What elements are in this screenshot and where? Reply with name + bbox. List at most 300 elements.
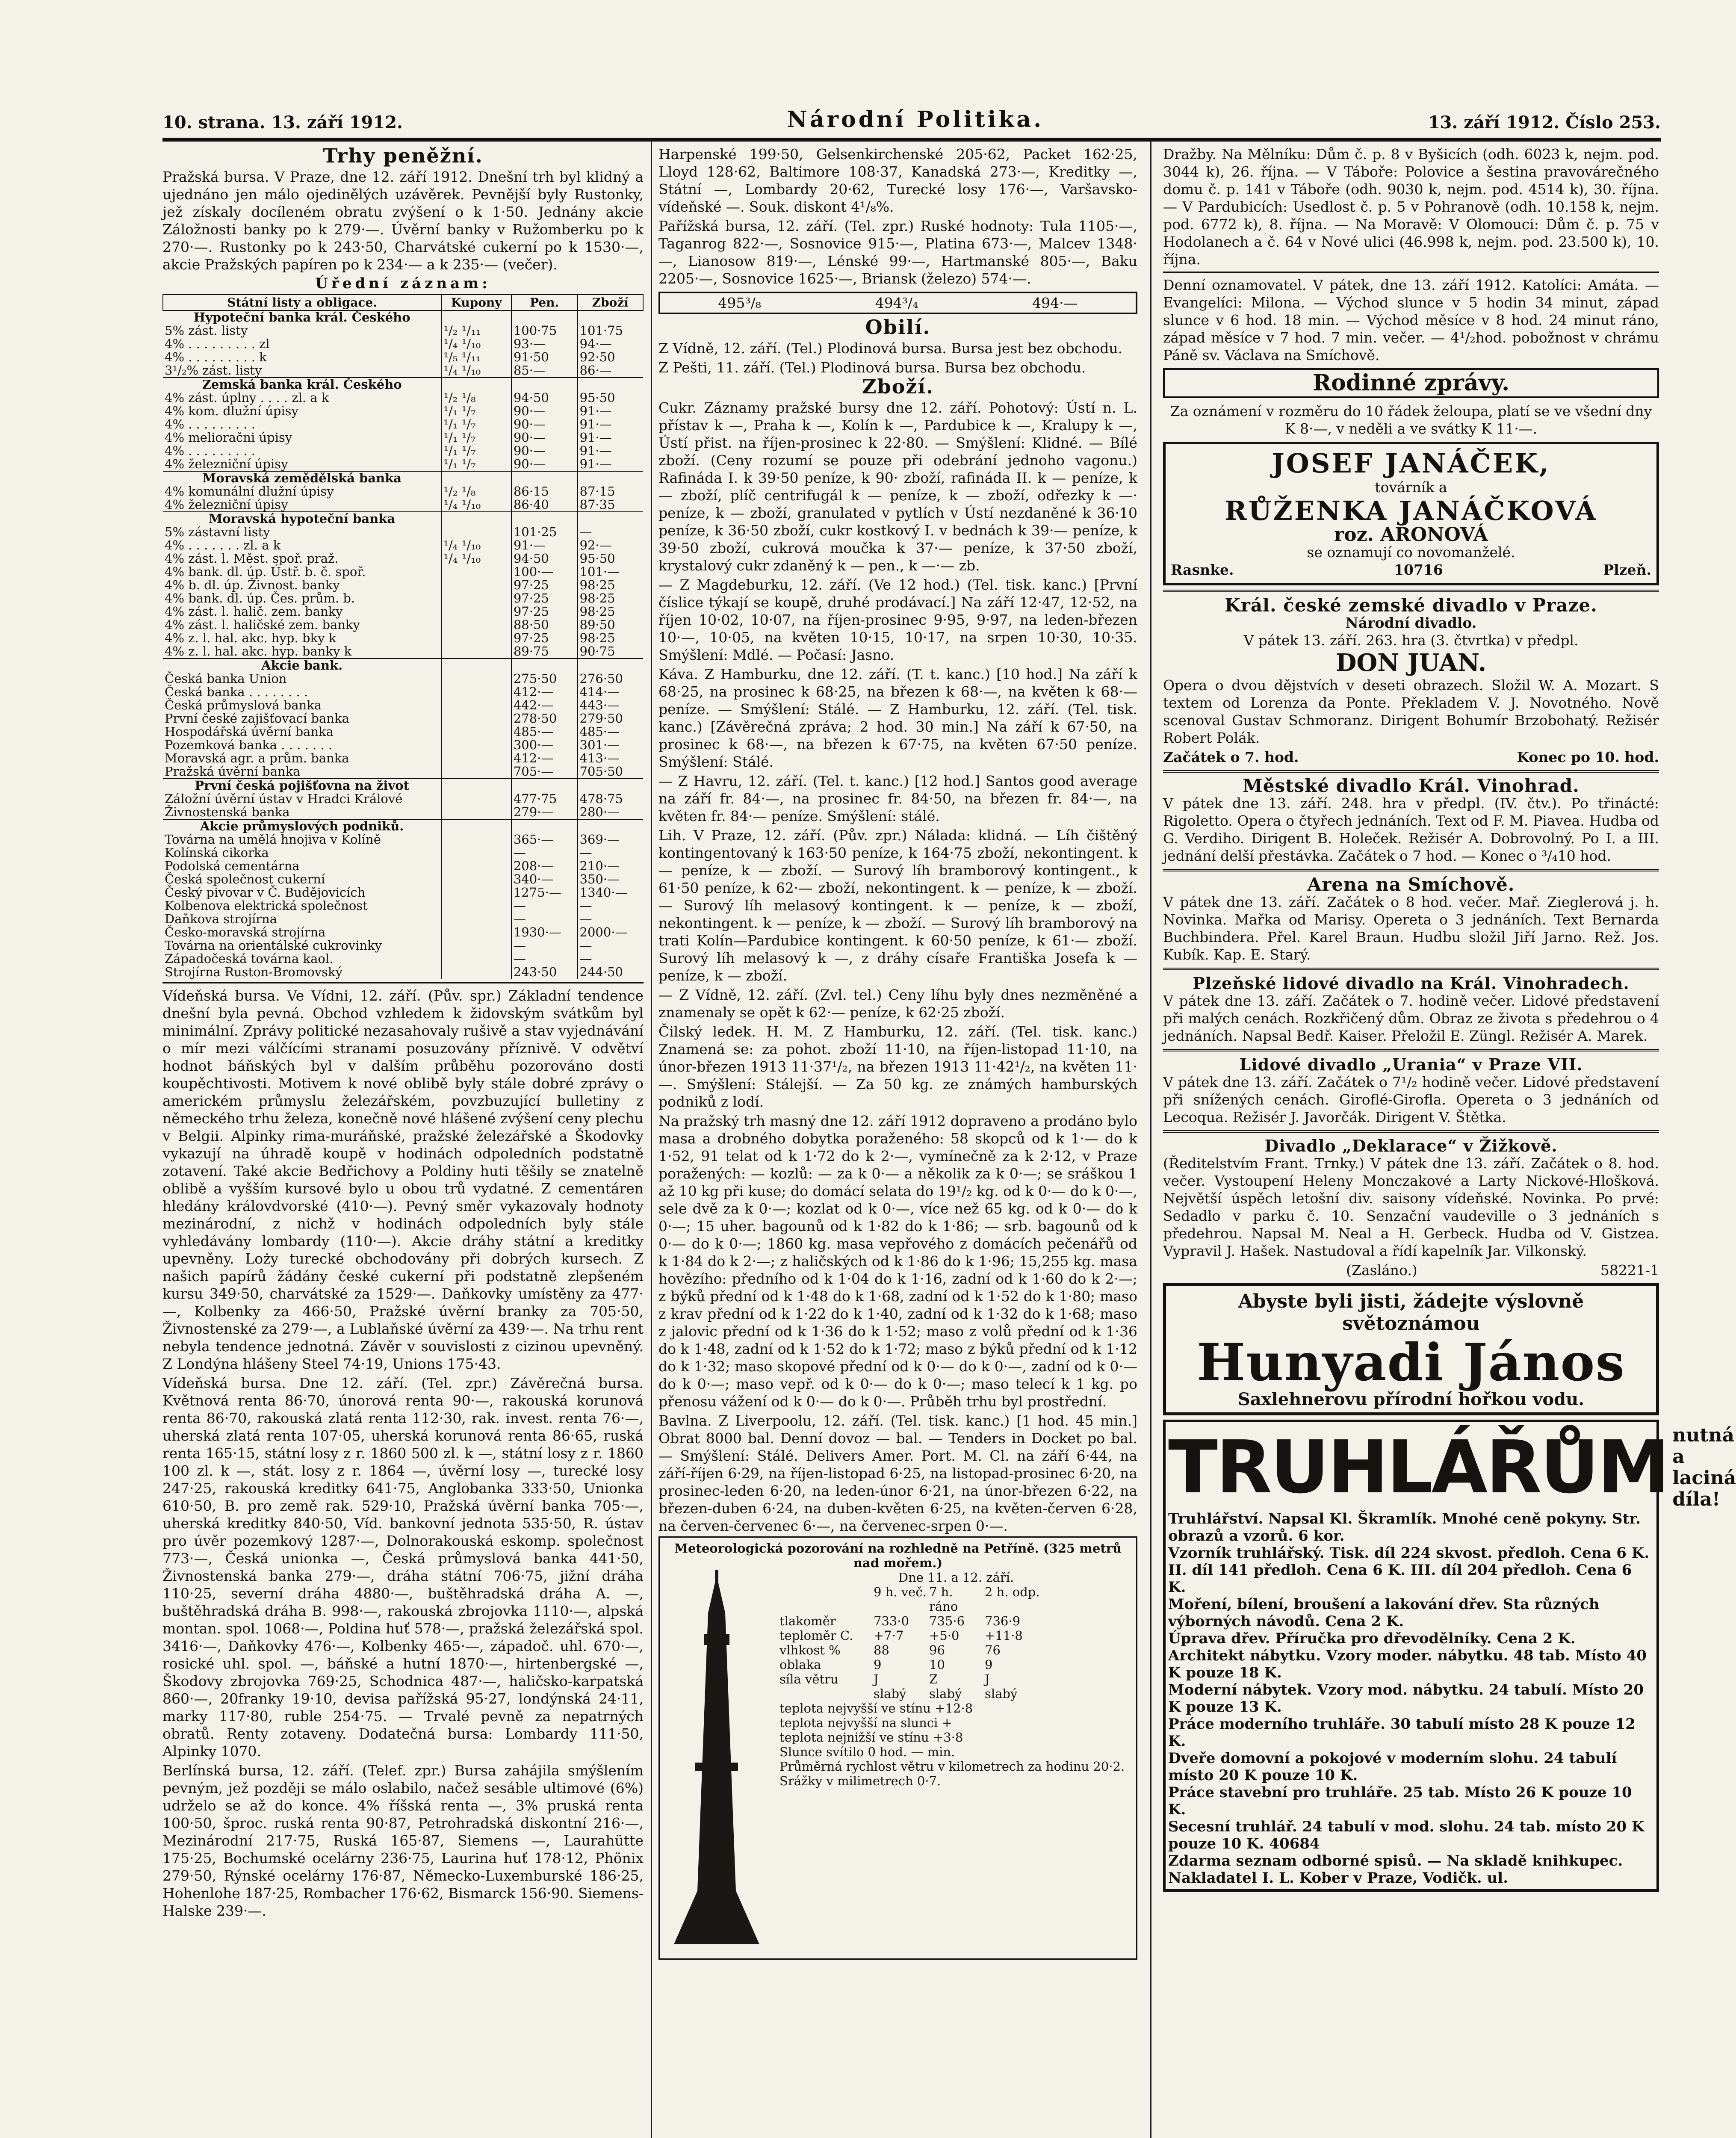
rate-coupons	[441, 725, 511, 738]
rate-name: 4% bank. dl. úp. Čes. prům. b.	[165, 591, 355, 605]
column-2	[658, 145, 1137, 2138]
weather-value: +5·0	[929, 1628, 960, 1643]
rate-name: Záložní úvěrní ústav v Hradci Králové	[165, 791, 403, 806]
bride-name: RŮŽENKA JANÁČKOVÁ	[1225, 495, 1597, 526]
weather-value: +11·8	[985, 1628, 1023, 1643]
book-offer-line: Práce stavební pro truhláře. 25 tab. Místo 26 K pouze 10 K.	[1168, 1784, 1632, 1818]
rate-coupons: ¹/₁ ¹/₇	[441, 431, 511, 444]
rate-coupons	[441, 926, 511, 939]
rate-money: —	[511, 952, 578, 966]
rate-money	[511, 310, 578, 324]
rate-money: —	[511, 912, 578, 926]
national-theatre-date: V pátek 13. září. 263. hra (3. čtvrtka) v předpl.	[1243, 632, 1579, 649]
rate-coupons	[441, 526, 511, 539]
rate-coupons: ¹/₄ ¹/₁₀	[441, 498, 511, 512]
rate-coupons	[441, 565, 511, 579]
rate-coupons	[441, 712, 511, 725]
rate-goods: 478·75	[578, 792, 643, 806]
rate-row	[163, 779, 643, 792]
rate-coupons	[441, 685, 511, 699]
rate-name: Strojírna Ruston-Bromovský	[165, 965, 342, 979]
rate-row	[163, 792, 643, 806]
weather-value: 10	[929, 1657, 945, 1672]
weather-row	[779, 1657, 1133, 1672]
header-right: 13. září 1912. Číslo 253.	[1428, 112, 1661, 133]
rate-money: 365·—	[511, 833, 578, 846]
rate-goods: 101·75	[578, 324, 643, 337]
rate-coupons: ¹/₄ ¹/₁₀	[441, 539, 511, 552]
rate-row	[163, 618, 643, 632]
grain-heading: Obilí.	[865, 316, 931, 339]
rates-col-coupons: Kupony	[441, 295, 511, 310]
carpenters-ad	[1163, 1420, 1736, 1892]
weather-note: Srážky v milimetrech 0·7.	[779, 1774, 941, 1788]
rate-name: Moravská zemědělská banka	[163, 471, 441, 485]
divider	[1163, 1049, 1659, 1051]
auctions-notice: Dražby. Na Mělníku: Dům č. p. 8 v Byšicích (odh. 6023 k, nejm. pod. 3044 k), 26. října. — V Táboře: Polovice a šestina pravovárečného domu č. p. 141 v Táboře (odh. 9030 k, nejm. pod. 4514 k), 30. října. — V Pardubicích: Usedlost č. p. 5 v Pohranově (odh. 10.158 k, nejm. pod. 6772 k), 8. října. — Na Moravě: V Olomouci: Dům č. p. 75 v Hodolanech a č. 64 v Nové ulici (46.998 k, nejm. pod. 23.500 k), 10. října.	[1163, 146, 1659, 268]
weather-value: 76	[985, 1643, 1001, 1657]
rate-coupons	[441, 912, 511, 926]
rate-goods: 485·—	[578, 725, 643, 738]
official-record-heading: Úřední záznam:	[315, 275, 491, 292]
rate-coupons: ¹/₂ ¹/₁₁	[441, 324, 511, 337]
rate-coupons	[441, 752, 511, 765]
rate-money: 100·75	[511, 324, 578, 337]
weather-label	[779, 1686, 874, 1701]
rate-money: —	[511, 899, 578, 912]
rate-row	[163, 632, 643, 645]
quote-value: 494³/₄	[875, 295, 918, 311]
rate-row	[163, 405, 643, 418]
weather-date: Dne 11. a 12. září.	[898, 1570, 1014, 1585]
rate-goods: 95·50	[578, 391, 643, 405]
weather-value: slabý	[929, 1686, 962, 1701]
rate-goods: —	[578, 846, 643, 859]
rate-name: Hospodářská úvěrní banka	[165, 724, 334, 739]
rate-money: 1930·—	[511, 926, 578, 939]
rate-goods	[578, 659, 643, 672]
rate-money: 97·25	[511, 632, 578, 645]
family-news-rates: Za oznámení v rozměru do 10 řádek želoupa, platí se ve všední dny K 8·—, v neděli a ve svátky K 11·—.	[1170, 403, 1652, 437]
weather-header-row	[779, 1585, 1133, 1614]
carpenters-headline: TRUHLÁŘŮM	[1168, 1425, 1668, 1510]
vienna-closing-report: Vídeňská bursa. Dne 12. září. (Tel. zpr.) Závěrečná bursa. Květnová renta 86·70, únorová renta 90·—, rakouská korunová renta 86·70, rakouská zlatá renta 112·30, rak. invest. renta 76·—, uherská zlatá renta 107·05, uherská korunová renta 86·65, ruská renta 165·15, státní losy z r. 1860 500 zl. k —, státní losy z r. 1860 100 zl. k —, stát. losy z r. 1864 —, úvěrní losy —, turecké losy 247·25, rakouská kreditky 641·75, Anglobanka 333·50, Unionka 610·50, B. pro země rak. 529·10, Pražská úvěrní banka 705·—, uherská kreditky 840·50, Víd. bankovní jednota 535·50, R. ústav pro úvěr pozemkový 1287·—, Dolnorakouská eskomp. společnost 773·—, Česká unionka —, Česká průmyslová banka 441·50, Živnostenská banka 279·—, dráha státní 706·75, jižní dráha 110·25, severní dráha 4880·—, buštěhradská dráha A. —, buštěhradská dráha B. 998·—, rakouská zbrojovka 1110·—, alpská montan. spol. 1068·—, Poldina huť 578·—, pražská železářská spol. 3416·—, Daňkovky 476·—, Kolbenky 465·—, západoč. uhl. 670·—, rosické uhl. spol. —, báňské a hutní 1870·—, hirtenbergské —, Škodovy zbrojovka 769·25, Schodnica 487·—, haličsko-karpatská 860·—, 20franky 19·10, devisa pařížská 95·27, londýnská 24·11, marky 117·80, ruble 254·75. — Trvalé pevně za nepatrných obratů. Renty zotaveny. Dodatečná bursa: Lombardy 111·50, Alpinky 1070.	[162, 1375, 644, 1760]
rate-goods: —	[578, 912, 643, 926]
rate-coupons	[441, 966, 511, 979]
rate-row	[163, 498, 643, 512]
rate-money: —	[511, 939, 578, 952]
rate-row	[163, 833, 643, 846]
rate-goods: 89·50	[578, 618, 643, 632]
rate-row	[163, 765, 643, 779]
rate-money: 94·50	[511, 391, 578, 405]
announcement-footer	[1171, 561, 1651, 579]
rate-name: První česká pojišťovna na život	[163, 779, 441, 792]
weather-label: teploměr C.	[779, 1628, 853, 1643]
ad-number: 10716	[1394, 561, 1443, 578]
rate-name: Zemská banka král. Českého	[163, 378, 441, 391]
vienna-bourse-report: Vídeňská bursa. Ve Vídni, 12. září. (Pův. spr.) Základní tendence dnešní byla pevná. Obchod vzhledem k židovským svátkům byl minimální. Zprávy politické nezasahovaly rušivě a stav vyjednávání o mír mezi válčícími stranami posuzovány příznivě. V odvětví hodnot báňských byl v dalším průběhu pozorováno dosti koupěchtivosti. Motivem k nové oblibě byly stále dobré zprávy o americkém průmyslu železářském, povzbuzující bulletiny z německého trhu železa, konečně nové hlášené zvýšení ceny plechu v Belgii. Alpinky rima-muráňské, pražské železářské a Škodovky vykazují na úhradě koupě v hodinách odpoledních podstatně zotavení. Také akcie Bedřichovy a Poldiny huti těšily se znatelně oblibě a vyšším kursové bylo u obou trů vydatné. Z cementáren hledány královdvorské (410·—). Pevný směr vykazovaly hodnoty mezinárodní, z nichž v hodinách odpoledních byly stále vyhledávány lombardy (110·—). Akcie dráhy státní a kreditky upevněny. Loży turecké obchodovány při dobrých kursech. Z našich papírů žádány české cukerní při podstatně zlepšeném kursu 349·50, charvátské za 1529·—. Daňkovky umístěny za 477·—, Kolbenky za 466·50, Pražské úvěrní branky za 705·50, Živnostenské za 279·—, a Lublaňské úvěrní za 439·—. Na trhu rent nebyla tendence jednotná. Závěr v souvislosti z cizinou upevněný. Z Londýna hlášeny Steel 74·19, Unions 175·43.	[162, 987, 644, 1372]
hunyadi-ad	[1163, 1283, 1659, 1415]
smichov-arena-title: Arena na Smíchově.	[1307, 874, 1515, 895]
rate-row	[163, 672, 643, 685]
book-offer-line: Práce moderního truhláře. 30 tabulí místo 28 K pouze 12 K.	[1168, 1716, 1636, 1750]
rate-name: 4% zást. úplny . . . . zl. a k	[165, 390, 329, 405]
rate-coupons	[441, 618, 511, 632]
rate-money: 340·—	[511, 873, 578, 886]
rate-goods: 301·—	[578, 738, 643, 752]
rate-money: 705·—	[511, 765, 578, 779]
spirits-report: Lih. V Praze, 12. září. (Pův. zpr.) Nálada: klidná. — Líh čištěný kontingentovaný k 163·50 peníze, k 164·75 zboží, nekontingent. k — peníze, k — zboží. — Surový líh bramborový kontingent., k 61·50 peníze, k 62·— zboží, nekontingent. k — peníze, k — zboží. — Surový líh melasový kontingent. k — peníze, k — zboží, nekontingent. k — peníze, k — zboží. — Surový líh bramborový na trati Kolín—Pardubice kontingent. k 60·50 peníze, k 61·— zboží. Surový líh melasový k —, z dráhy císaře Františka Josefa k — peníze, k — zboží.	[658, 827, 1137, 984]
spirits-vienna: — Z Vídně, 12. září. (Zvl. tel.) Ceny líhu byly dnes nezměněné a znamenaly se opět k 62·— peníze, k 62·25 zboží.	[658, 986, 1137, 1021]
book-offer-line: Moderní nábytek. Vzory mod. nábytku. 24 tabulí. Místo 20 K pouze 13 K.	[1168, 1681, 1644, 1716]
weather-value: J	[985, 1672, 990, 1686]
rate-goods: 91·—	[578, 405, 643, 418]
rate-goods	[578, 471, 643, 485]
divider	[1163, 590, 1659, 592]
grain-pest: Z Pešti, 11. září. (Tel.) Plodinová bursa. Bursa bez obchodu.	[658, 359, 1086, 376]
magdeburg-report: — Z Magdeburku, 12. září. (Ve 12 hod.) (Tel. tisk. kanc.) [První číslice týkají se koupě, druhé prodávací.] Na září 12·47, 12·52, na říjen 10·02, 10·07, na říjen-prosinec 9·95, 9·97, na leden-březen 10·—, 10·05, na květen 10·15, 10·17, na srpen 10·30, 10·35. Smýšlení: Mdlé. — Počasí: Jasno.	[658, 576, 1137, 663]
rate-name: 4% z. l. hal. akc. hyp. banky k	[165, 644, 352, 659]
rate-coupons: ¹/₅ ¹/₁₁	[441, 351, 511, 364]
rate-goods: 210·—	[578, 859, 643, 873]
rate-coupons: ¹/₂ ¹/₈	[441, 391, 511, 405]
announcement-line: se oznamují co novomanželé.	[1307, 544, 1515, 561]
rate-name: 5% zást. listy	[165, 323, 248, 338]
rate-row	[163, 351, 643, 364]
vinohrady-theatre-title: Městské divadlo Král. Vinohrad.	[1243, 775, 1580, 796]
rate-row	[163, 966, 643, 979]
rate-name: Česká společnost cukerní	[165, 872, 325, 886]
rate-money: 278·50	[511, 712, 578, 725]
rate-goods: 92·50	[578, 351, 643, 364]
rate-money: 243·50	[511, 966, 578, 979]
rate-goods: 279·50	[578, 712, 643, 725]
rate-goods	[578, 779, 643, 792]
weather-row	[779, 1643, 1133, 1657]
rate-goods: 280·—	[578, 806, 643, 819]
weather-label: tlakoměr	[779, 1614, 836, 1628]
divider	[1163, 869, 1659, 871]
berlin-continued: Harpenské 199·50, Gelsenkirchenské 205·62, Packet 162·25, Lloyd 128·62, Baltimore 108·37, Kanadská 273·—, Kreditky —, Státní —, Lombardy 20·62, Turecké losy 176·—, Varšavsko-vídeňské —. Souk. diskont 4¹/₈%.	[658, 146, 1137, 215]
rate-goods: —	[578, 939, 643, 952]
zaslano-line	[1163, 1261, 1659, 1279]
rate-name: 4% zást. l. haličské zem. banky	[165, 617, 360, 632]
rate-goods: 90·75	[578, 645, 643, 659]
weather-col: 9 h. več.	[874, 1585, 927, 1599]
place-right: Plzeň.	[1603, 561, 1651, 578]
rate-name: Západočeská továrna kaol.	[165, 951, 334, 966]
rates-col-money: Pen.	[511, 295, 578, 310]
rate-money	[511, 659, 578, 672]
rate-coupons	[441, 779, 511, 792]
rate-goods: 98·25	[578, 579, 643, 592]
rate-money	[511, 378, 578, 391]
rate-row	[163, 926, 643, 939]
rate-coupons	[441, 833, 511, 846]
rate-money: 442·—	[511, 699, 578, 712]
rate-money: 1275·—	[511, 886, 578, 899]
weather-value: 736·9	[985, 1614, 1021, 1628]
weather-row	[779, 1686, 1133, 1701]
header-rule	[162, 138, 1661, 142]
weather-value: 735·6	[929, 1614, 965, 1628]
smichov-arena-text: V pátek dne 13. září. Začátek o 8 hod. večer. Mař. Zieglerová j. h. Novinka. Mařka od Marisy. Opereta o 3 jednáních. Text Bernarda Buchbindera. Přel. Karel Braun. Hudbu složil Jiří Jarno. Rež. Jos. Kubík. Kap. E. Starý.	[1163, 894, 1659, 963]
column-3	[1163, 145, 1736, 2138]
rate-money: 90·—	[511, 444, 578, 458]
rate-coupons	[441, 659, 511, 672]
rate-coupons	[441, 699, 511, 712]
rate-coupons	[441, 592, 511, 605]
book-offer-line: Zdarma seznam odborné spisů. — Na skladě knihkupec.	[1168, 1852, 1623, 1869]
rate-coupons	[441, 378, 511, 391]
weather-note: Slunce svítilo 0 hod. — min.	[779, 1745, 955, 1759]
rate-coupons	[441, 792, 511, 806]
urania-theatre-title: Lidové divadlo „Urania“ v Praze VII.	[1239, 1055, 1583, 1074]
rate-name: Živnostenská banka	[165, 805, 290, 819]
rate-name: Akcie průmyslových podniků.	[163, 819, 441, 833]
rate-coupons: ¹/₄ ¹/₁₀	[441, 337, 511, 351]
rate-coupons	[441, 471, 511, 485]
weather-box	[658, 1536, 1137, 1960]
rate-goods	[578, 819, 643, 833]
start-time: Začátek o 7. hod.	[1163, 749, 1299, 765]
rate-row	[163, 659, 643, 672]
prague-bourse-report: Pražská bursa. V Praze, dne 12. září 1912. Dnešní trh byl klidný a ujednáno jen málo ojedinělých uzávěrek. Pevnější byly Rustonky, jež získaly docíleném obratu zvýšení o k 1·50. Jednány akcie Záložnosti banky po k 279·—. Úvěrní banky v Ružomberku po k 270·—. Rustonky po k 243·50, Charvátské cukerní po k 1530·—, akcie Pražských papíren po k 234·— a k 235·— (večer).	[162, 168, 644, 273]
rate-name: Česká průmyslová banka	[165, 698, 322, 712]
rate-name: 4% železniční úpisy	[165, 497, 288, 512]
weather-extra	[779, 1701, 1133, 1788]
rate-name: 4% železniční úpisy	[165, 457, 288, 471]
weather-value: 96	[929, 1643, 945, 1657]
weather-value: slabý	[985, 1686, 1018, 1701]
rate-name: 4% komunální dlužní úpisy	[165, 484, 334, 499]
cotton-report: Bavlna. Z Liverpoolu, 12. září. (Tel. tisk. kanc.) [1 hod. 45 min.] Obrat 8000 bal. Denní dovoz — bal. — Tenders in Docket po bal. — Smýšlení: Stálé. Delivers Amer. Port. M. Cl. na září 6·44, na září-říjen 6·29, na říjen-listopad 6·25, na listopad-prosinec 6·20, na prosinec-leden 6·20, na leden-únor 6·21, na únor-březen 6·22, na březen-duben 6·24, na duben-květen 6·25, na květen-červen 6·28, na červen-červenec 6·—, na červenec-srpen 0·—.	[658, 1412, 1137, 1534]
rate-money: 97·25	[511, 592, 578, 605]
petrin-tower-image	[663, 1570, 770, 1955]
rate-name: 4% . . . . . . . . .	[165, 443, 255, 458]
rate-goods	[578, 310, 643, 324]
weather-value: 88	[874, 1643, 889, 1657]
rate-row	[163, 418, 643, 431]
rate-money: 90·—	[511, 431, 578, 444]
rate-coupons: ¹/₁ ¹/₇	[441, 458, 511, 471]
column-1	[162, 145, 644, 2138]
rate-money: 477·75	[511, 792, 578, 806]
rate-name: 3¹/₂% zást. listy	[165, 363, 262, 378]
rate-name: 4% . . . . . . . . .	[165, 417, 255, 431]
rate-name: 4% z. l. hal. akc. hyp. bky k	[165, 631, 337, 645]
rate-row	[163, 859, 643, 873]
rate-name: Akcie bank.	[163, 659, 441, 672]
vinohrady-theatre-text: V pátek dne 13. září. 248. hra v předpl. (IV. čtv.). Po třinácté: Rigoletto. Opera o čtyřech jednáních. Text od F. M. Piavea. Hudba od G. Verdiho. Dirigent B. Holeček. Režisér A. Dobrovolný. Po I. a III. jednání delší přestávka. Začátek o 7 hod. — Konec o ³/₄10 hod.	[1163, 795, 1659, 864]
rates-table-header	[163, 295, 643, 310]
rate-goods: 1340·—	[578, 886, 643, 899]
rate-coupons: ¹/₂ ¹/₈	[441, 485, 511, 498]
rate-money: 279·—	[511, 806, 578, 819]
weather-note: Průměrná rychlost větru v kilometrech za hodinu 20·2.	[779, 1759, 1125, 1774]
rate-money: 94·50	[511, 552, 578, 565]
rate-name: 5% zástavní listy	[165, 525, 270, 539]
rate-money: 97·25	[511, 605, 578, 618]
rate-name: Česká banka . . . . . . . .	[165, 685, 308, 699]
rates-table-body	[163, 310, 643, 979]
rate-goods: 91·—	[578, 418, 643, 431]
rates-col-goods: Zboží	[578, 295, 643, 310]
rate-goods: 98·25	[578, 632, 643, 645]
rate-coupons	[441, 873, 511, 886]
national-theatre-times	[1163, 748, 1659, 766]
hunyadi-bottom: Saxlehnerovu přírodní hořkou vodu.	[1237, 1389, 1585, 1409]
rate-goods: 705·50	[578, 765, 643, 779]
rate-money: 91·50	[511, 351, 578, 364]
rate-goods: 91·—	[578, 444, 643, 458]
book-offer-line: Secesní truhlář. 24 tabulí v mod. slohu. 24 tab. místo 20 K pouze 10 K. 40684	[1168, 1818, 1644, 1852]
rate-name: 4% bank. dl. úp. Ústř. b. č. spoř.	[165, 564, 366, 579]
groom-title: továrník a	[1375, 479, 1447, 496]
rate-row	[163, 539, 643, 552]
rate-coupons	[441, 645, 511, 659]
rate-money: 275·50	[511, 672, 578, 685]
national-theatre-title: Král. české zemské divadlo v Praze.	[1225, 595, 1597, 616]
divider	[1163, 770, 1659, 773]
rate-money: 93·—	[511, 337, 578, 351]
rate-goods: 92·—	[578, 539, 643, 552]
rate-goods: 244·50	[578, 966, 643, 979]
rate-goods: 413·—	[578, 752, 643, 765]
column-divider	[651, 141, 652, 2138]
rate-coupons: ¹/₄ ¹/₁₀	[441, 552, 511, 565]
weather-row	[779, 1672, 1133, 1686]
rate-goods: 95·50	[578, 552, 643, 565]
end-time: Konec po 10. hod.	[1517, 749, 1659, 765]
rate-coupons	[441, 819, 511, 833]
rate-name: Pražská úvěrní banka	[165, 764, 301, 779]
book-offer-line: Vzorník truhlářský. Tisk. díl 224 skvost. předloh. Cena 6 K. II. díl 141 předloh. Cena 6 K. III. díl 204 předloh. Cena 6 K.	[1168, 1544, 1650, 1596]
coffee-report: Káva. Z Hamburku, dne 12. září. (T. t. kanc.) [10 hod.] Na září k 68·25, na prosinec k 68·25, na březen k 68·—, na květen k 68·— peníze. — Smýšlení: Stálé. — Z Hamburku, 12. září. (Tel. tisk. kanc.) [Závěrečná zpráva; 2 hod. 30 min.] Na září k 67·50, na prosinec k 68·—, na březen k 67·75, na květen 67·50 peníze. Smýšlení: Stálé.	[658, 666, 1137, 770]
weather-value: J	[874, 1672, 879, 1686]
rate-coupons	[441, 672, 511, 685]
rate-money: 412·—	[511, 752, 578, 765]
rate-money: 90·—	[511, 418, 578, 431]
daily-announcer: Denní oznamovatel. V pátek, dne 13. září 1912. Katolíci: Amáta. — Evangelíci: Milona. — Východ slunce v 5 hodin 34 minut, západ slunce v 6 hod. 18 min. — Východ měsíce v 8 hod. 24 minut ráno, západ měsíce v 7 hod. 7 min. večer. — 4¹/₂hod. pobožnost v chrámu Páně sv. Václava na Smíchově.	[1163, 277, 1659, 363]
rate-row	[163, 471, 643, 485]
rate-row	[163, 378, 643, 391]
column-divider	[1150, 141, 1151, 2138]
quote-box	[658, 292, 1137, 314]
rate-goods: 98·25	[578, 592, 643, 605]
rate-row	[163, 526, 643, 539]
masthead: Národní Politika.	[787, 106, 1044, 133]
rate-row	[163, 485, 643, 498]
rate-coupons	[441, 899, 511, 912]
rate-money: 485·—	[511, 725, 578, 738]
rate-name: 4% . . . . . . . . . zl	[165, 337, 270, 351]
nitrate-report: Čilský ledek. H. M. Z Hamburku, 12. září. (Tel. tisk. kanc.) Znamená se: za pohot. zboží 11·10, na říjen-listopad 11·10, na únor-březen 1913 11·37¹/₂, na březen 1913 11·42¹/₂, na květen 11·—. Smýšlení: Stálejší. — Za 50 kg. ze známých hamburských podniků z lodí.	[658, 1023, 1137, 1110]
rate-name: 4% melioračni úpisy	[165, 430, 292, 445]
rate-goods: 98·25	[578, 605, 643, 618]
rate-row	[163, 565, 643, 579]
weather-col: 2 h. odp.	[985, 1585, 1040, 1599]
rate-name: 4% b. dl. úp. Živnost. banky	[165, 578, 340, 592]
book-offer-line: Truhlářství. Napsal Kl. Škramlík. Mnohé ceně pokyny. Str. obrazů a vzorů. 6 kor.	[1168, 1510, 1641, 1544]
rate-row	[163, 952, 643, 966]
rate-goods: 91·—	[578, 458, 643, 471]
rate-money: 101·25	[511, 526, 578, 539]
deklarace-theatre-text: (Ředitelstvím Frant. Trnky.) V pátek dne 13. září. Začátek o 8. hod. večer. Vystoupení Heleny Monczakové a Larty Nickové-Hlošková. Největší úspěch letošní div. saisony vídeňské. Novinka. Po prvé: Sedadlo v parku č. 10. Senzační vaudeville o 3 jednáních s předehrou. Napsal M. Neal a H. Gerbeck. Hudba od V. Gistzea. Vypravil J. Hašek. Nastudoval a řídí kapelník Jar. Vilkonský.	[1163, 1155, 1659, 1259]
rate-coupons	[441, 846, 511, 859]
rate-row	[163, 912, 643, 926]
hunyadi-top: Abyste byli jisti, žádejte výslovně světoznámou	[1238, 1290, 1584, 1335]
carpenters-book-list	[1168, 1510, 1654, 1887]
rate-name: 4% . . . . . . . zl. a k	[165, 538, 281, 552]
rate-coupons: ¹/₁ ¹/₇	[441, 444, 511, 458]
rate-name: Moravská agr. a prům. banka	[165, 751, 349, 765]
rate-goods: 276·50	[578, 672, 643, 685]
rate-name: Český pivovar v Č. Budějovicích	[165, 885, 366, 900]
page-header	[162, 107, 1661, 133]
rate-row	[163, 592, 643, 605]
weather-col: 7 h. ráno	[929, 1585, 958, 1614]
rate-coupons: ¹/₁ ¹/₇	[441, 405, 511, 418]
rate-money: 90·—	[511, 458, 578, 471]
plzen-theatre-text: V pátek dne 13. září. Začátek o 7. hodině večer. Lidové představení při malých cenách. Rozkřičený dům. Obraz ze života s předehrou o 4 jednáních. Napsal Bedř. Kaiser. Přeložil E. Züngl. Režisér A. Marek.	[1163, 992, 1659, 1044]
rate-row	[163, 752, 643, 765]
weather-row	[779, 1614, 1133, 1628]
rate-name: 4% kom. dlužní úpisy	[165, 404, 298, 418]
rate-goods: 86·—	[578, 364, 643, 378]
rate-row	[163, 725, 643, 738]
rate-row	[163, 337, 643, 351]
rate-goods: 369·—	[578, 833, 643, 846]
rate-row	[163, 444, 643, 458]
rate-row	[163, 431, 643, 444]
rate-money: 86·40	[511, 498, 578, 512]
weather-value: +7·7	[874, 1628, 904, 1643]
wedding-announcement	[1163, 442, 1659, 585]
rate-goods: 2000·—	[578, 926, 643, 939]
rate-row	[163, 645, 643, 659]
family-news-heading: Rodinné zprávy.	[1163, 368, 1659, 398]
zaslano-label: (Zasláno.)	[1346, 1262, 1417, 1279]
rate-coupons	[441, 632, 511, 645]
rate-row	[163, 939, 643, 952]
weather-title: Meteorologická pozorování na rozhledně na Petříně. (325 metrů nad mořem.)	[674, 1541, 1122, 1570]
sugar-report: Cukr. Záznamy pražské bursy dne 12. září. Pohotový: Ústí n. L. přístav k —, Praha k —, Kolín k —, Pardubice k —, Kralupy k —, Ústí přist. na říjen-prosinec k 22·80. — Smýšlení: Klidné. — Bílé zboží. (Ceny rozumí se pouze při odebrání jednoho vagonu.) Rafináda I. k 39·50 peníze, k 90· zboží, rafináda II. k — peníze, k — zboží, plíč centrifugál k — peníze, k — zboží, odřezky k —· peníze, k — zboží, granulated v pytlích v Ústí nezdaněné k 36·10 peníze, k 36·50 zboží, cukr kostkový I. v bednách k 39·— peníze, k 39·50 zboží, cukrová moučka k 37·— peníze, k 37·50 zboží, krystalový cukr zdaněný k — pen., k —·— zb.	[658, 399, 1137, 574]
rate-money: 208·—	[511, 859, 578, 873]
section-title: Trhy peněžní.	[323, 144, 483, 167]
rate-coupons	[441, 806, 511, 819]
rate-money: 100·—	[511, 565, 578, 579]
rate-money: 91·—	[511, 539, 578, 552]
rate-money: 86·15	[511, 485, 578, 498]
quote-value: 494·—	[1032, 295, 1078, 311]
rate-row	[163, 712, 643, 725]
header-left: 10. strana. 13. září 1912.	[162, 112, 403, 133]
groom-name: JOSEF JANÁČEK,	[1272, 448, 1550, 479]
weather-label: síla větru	[779, 1672, 838, 1686]
divider	[1163, 968, 1659, 970]
goods-heading: Zboží.	[862, 375, 934, 398]
quote-value: 495³/₈	[718, 295, 761, 311]
rate-row	[163, 512, 643, 526]
rate-goods: 101·—	[578, 565, 643, 579]
deklarace-theatre-title: Divadlo „Deklarace“ v Žižkově.	[1264, 1136, 1558, 1155]
divider	[1163, 1130, 1659, 1133]
weather-label: oblaka	[779, 1657, 821, 1672]
rate-money: 89·75	[511, 645, 578, 659]
rate-name: Moravská hypoteční banka	[163, 512, 441, 526]
